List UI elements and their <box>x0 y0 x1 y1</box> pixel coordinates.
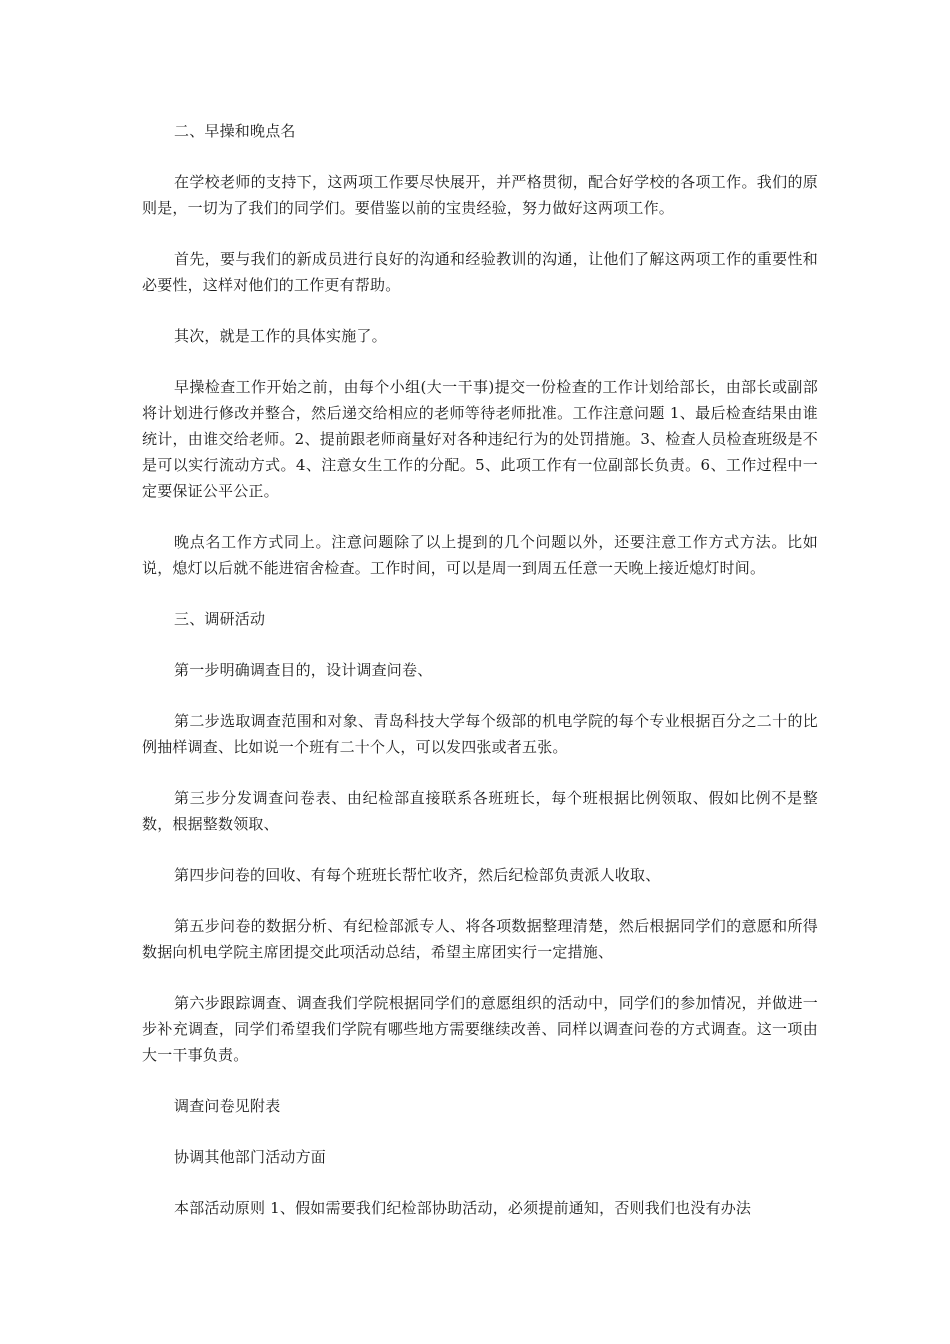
section-heading-morning-exercise: 二、早操和晚点名 <box>174 122 296 140</box>
paragraph-morning-check: 早操检查工作开始之前，由每个小组(大一干事)提交一份检查的工作计划给部长，由部长或副部将计划进行修改并整合，然后递交给相应的老师等待老师批准。工作注意问题 1、最后检查结果由谁统计，由谁交给老师。2、提前跟老师商量好对各种违纪行为的处罚措施。3、检查人员检查班级是不是可以实行流动方式。4、注意女生工作的分配。5、此项工作有一位副部长负责。6、工作过程中一定要保证公平公正。 <box>142 378 818 500</box>
paragraph-communication: 首先，要与我们的新成员进行良好的沟通和经验教训的沟通，让他们了解这两项工作的重要性和必要性，这样对他们的工作更有帮助。 <box>142 250 818 294</box>
paragraph-implementation: 其次，就是工作的具体实施了。 <box>174 327 387 345</box>
paragraph-step-5: 第五步问卷的数据分析、有纪检部派专人、将各项数据整理清楚，然后根据同学们的意愿和所得数据向机电学院主席团提交此项活动总结，希望主席团实行一定措施、 <box>142 917 818 961</box>
paragraph-step-2: 第二步选取调查范围和对象、青岛科技大学每个级部的机电学院的每个专业根据百分之二十的比例抽样调查、比如说一个班有二十个人，可以发四张或者五张。 <box>142 712 818 756</box>
paragraph-principle: 在学校老师的支持下，这两项工作要尽快展开，并严格贯彻，配合好学校的各项工作。我们的原则是，一切为了我们的同学们。要借鉴以前的宝贵经验，努力做好这两项工作。 <box>142 173 818 217</box>
section-heading-research: 三、调研活动 <box>174 610 266 628</box>
paragraph-step-4: 第四步问卷的回收、有每个班班长帮忙收齐，然后纪检部负责派人收取、 <box>174 866 661 884</box>
document-body <box>142 118 818 1221</box>
paragraph-step-6: 第六步跟踪调查、调查我们学院根据同学们的意愿组织的活动中，同学们的参加情况，并做进一步补充调查，同学们希望我们学院有哪些地方需要继续改善、同样以调查问卷的方式调查。这一项由大一干事负责。 <box>142 994 818 1064</box>
paragraph-step-3: 第三步分发调查问卷表、由纪检部直接联系各班班长，每个班根据比例领取、假如比例不是整数，根据整数领取、 <box>142 789 818 833</box>
paragraph-evening-rollcall: 晚点名工作方式同上。注意问题除了以上提到的几个问题以外，还要注意工作方式方法。比如说，熄灯以后就不能进宿舍检查。工作时间，可以是周一到周五任意一天晚上接近熄灯时间。 <box>142 533 818 577</box>
paragraph-activity-principle: 本部活动原则 1、假如需要我们纪检部协助活动，必须提前通知，否则我们也没有办法 <box>174 1199 752 1217</box>
paragraph-step-1: 第一步明确调查目的，设计调查问卷、 <box>174 661 433 679</box>
paragraph-survey-appendix: 调查问卷见附表 <box>174 1097 281 1115</box>
paragraph-coordination-heading: 协调其他部门活动方面 <box>174 1148 327 1166</box>
